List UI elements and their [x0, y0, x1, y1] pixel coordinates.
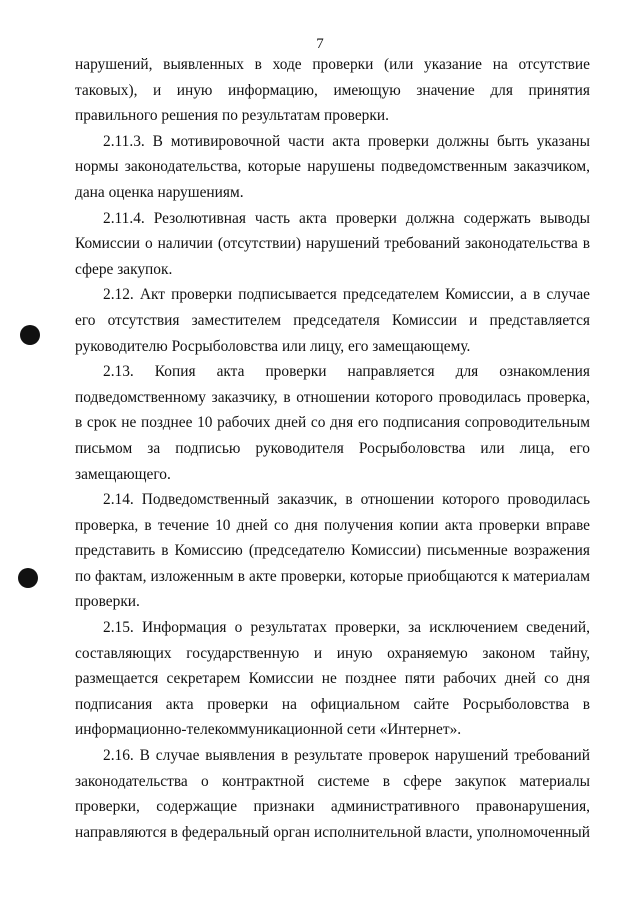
paragraph-2-12: 2.12. Акт проверки подписывается председателем Комиссии, а в случае его отсутствия заместителем председателя Комиссии и представляется руководителю Росрыболовства или лицу, его замещающему.	[75, 286, 590, 355]
punch-hole-mark	[20, 325, 40, 345]
paragraph-2-11-3: 2.11.3. В мотивировочной части акта проверки должны быть указаны нормы законодательства, которые нарушены подведомственным заказчиком, дана оценка нарушениям.	[75, 132, 590, 201]
paragraph-2-13: 2.13. Копия акта проверки направляется для ознакомления подведомственному заказчику, в отношении которого проводилась проверка, в срок не позднее 10 рабочих дней со дня его подписания сопроводительным письмом за подписью руководителя Росрыболовства или лица, его замещающего.	[75, 363, 590, 483]
punch-hole-mark	[18, 568, 38, 588]
paragraph-2-11-4: 2.11.4. Резолютивная часть акта проверки должна содержать выводы Комиссии о наличии (отсутствии) нарушений требований законодательства в сфере закупок.	[75, 209, 590, 278]
paragraph-continuation: нарушений, выявленных в ходе проверки (или указание на отсутствие таковых), и иную информацию, имеющую значение для принятия правильного решения по результатам проверки.	[75, 56, 590, 125]
paragraph-2-15: 2.15. Информация о результатах проверки, за исключением сведений, составляющих государственную и иную охраняемую законом тайну, размещается секретарем Комиссии не позднее пяти рабочих дней со дня подписания акта проверки на официальном сайте Росрыболовства в информационно-телекоммуникационной сети «Интернет».	[75, 619, 590, 739]
paragraph-2-16: 2.16. В случае выявления в результате проверок нарушений требований законодательства о контрактной системе в сфере закупок материалы проверки, содержащие признаки административного правонарушения, направляются в федеральный орган исполнительной власти, уполномоченный	[75, 747, 590, 841]
paragraph-2-14: 2.14. Подведомственный заказчик, в отношении которого проводилась проверка, в течение 10 дней со дня получения копии акта проверки вправе представить в Комиссию (председателю Комиссии) письменные возражения по фактам, изложенным в акте проверки, которые приобщаются к материалам проверки.	[75, 491, 590, 611]
document-body	[75, 52, 590, 845]
page-number: 7	[316, 36, 324, 52]
